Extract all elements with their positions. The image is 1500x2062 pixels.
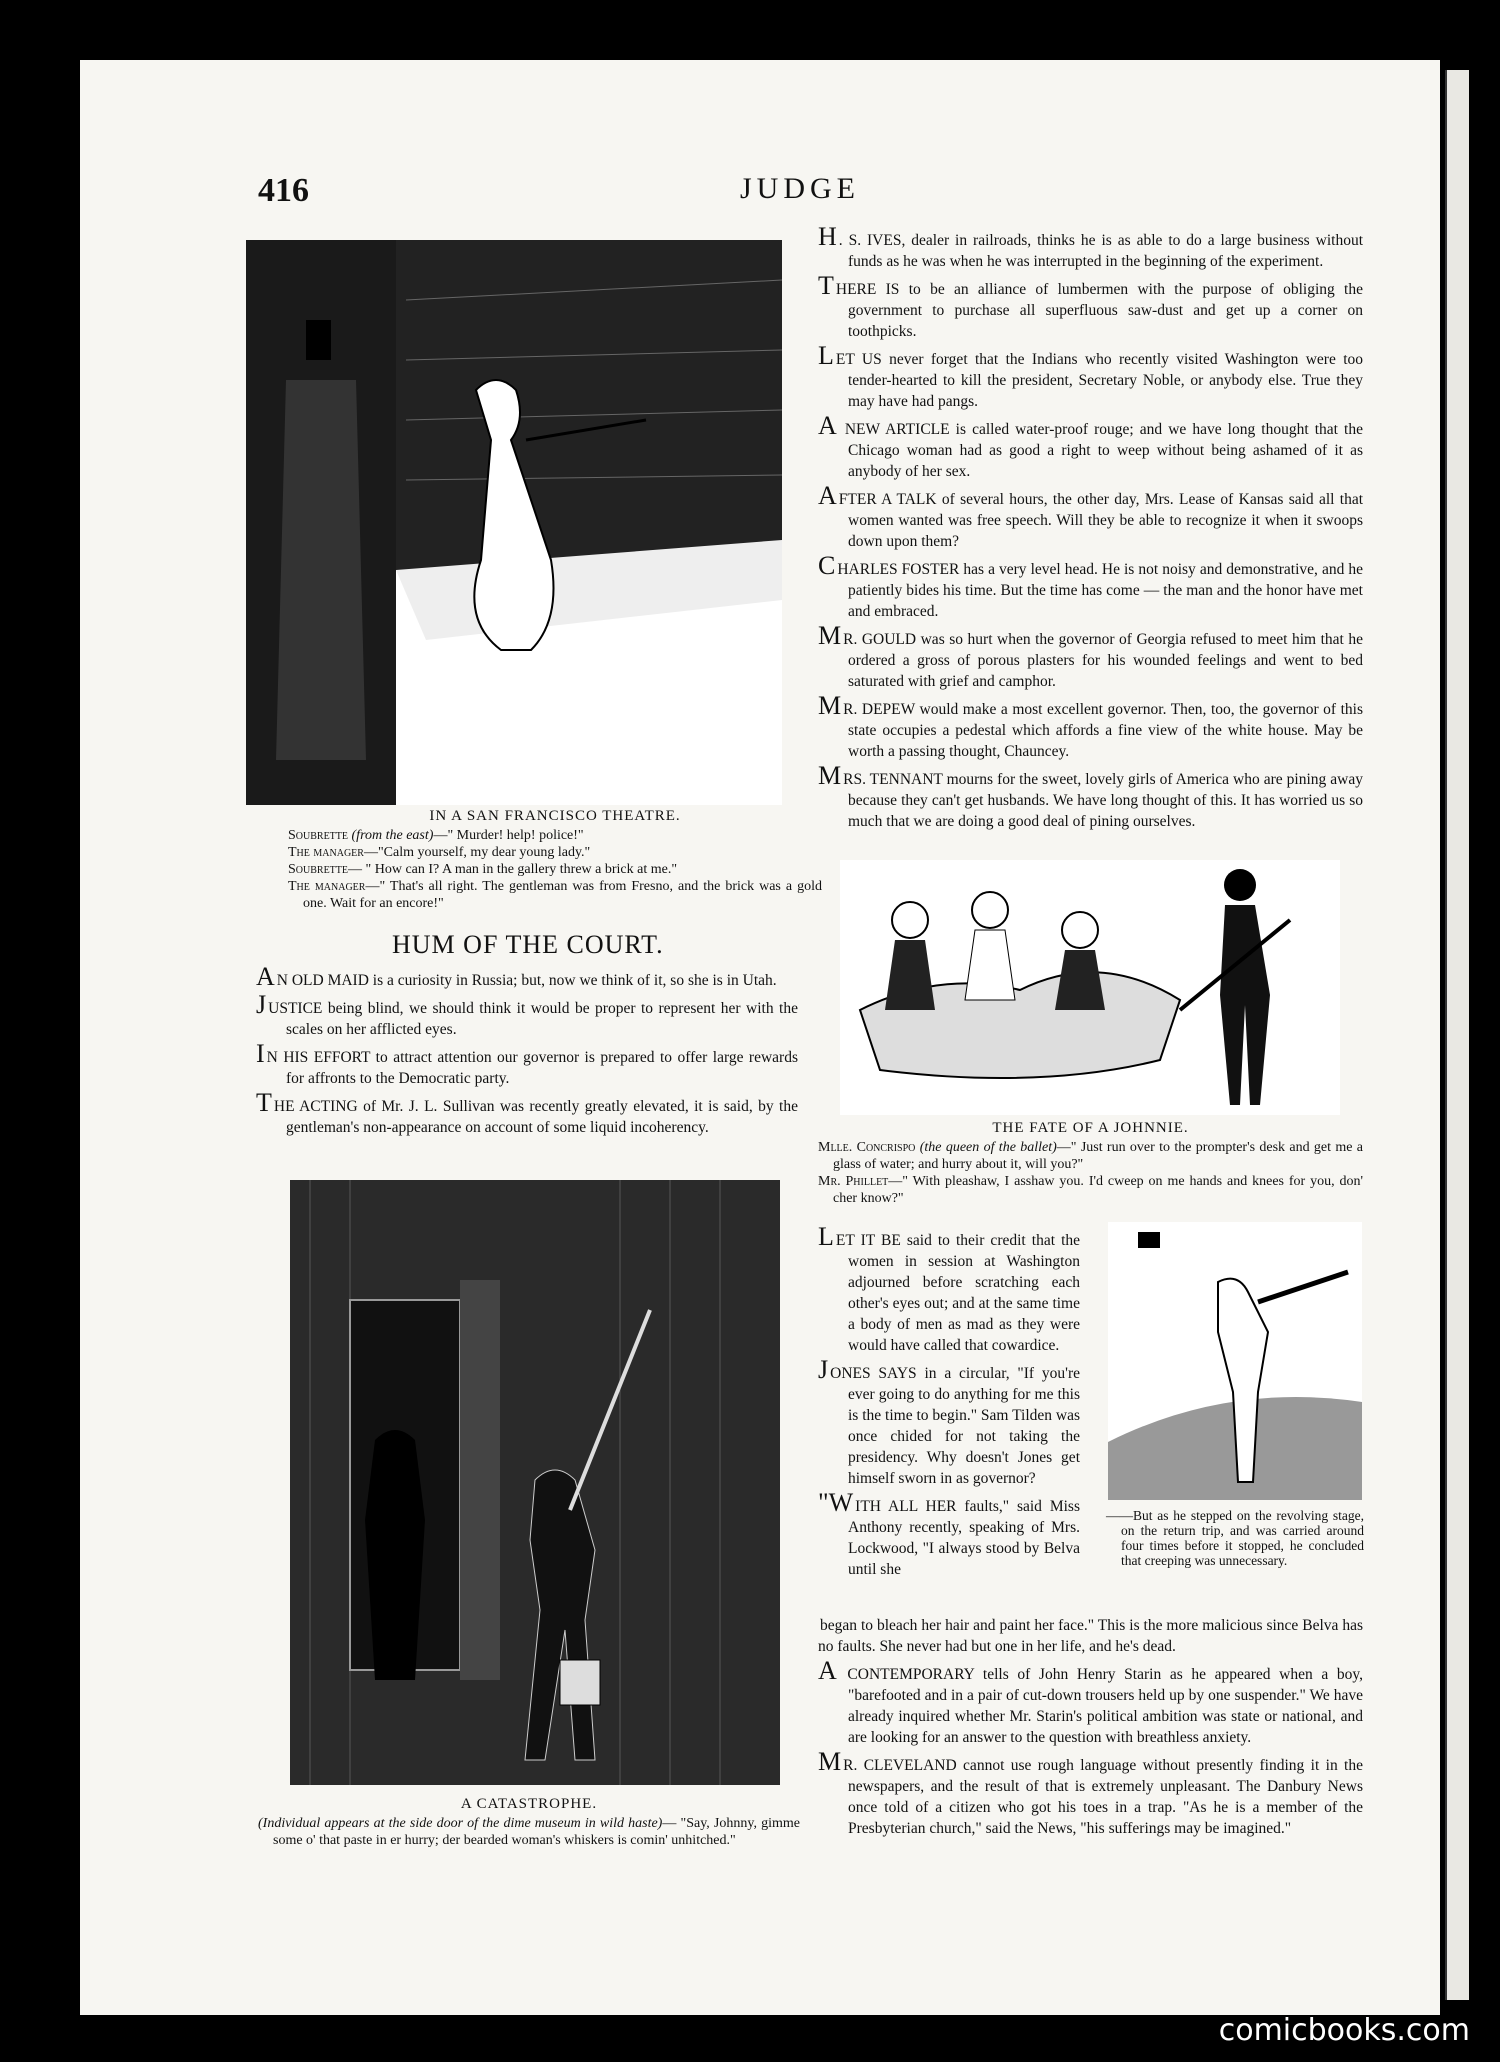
- section-heading: HUM OF THE COURT.: [392, 930, 664, 959]
- illustration-revolving-stage: [1108, 1222, 1362, 1500]
- paragraph: I N HIS EFFORT to attract attention our governor is prepared to offer large rewards for affronts to the Democratic party.: [256, 1039, 798, 1087]
- paragraph: JONES SAYS in a circular, "If you're ever going to do anything for me this is the time to begin." Sam Tilden was once chided for not taking the presidency. Why doesn't Jones get himself sworn in as governor?: [818, 1355, 1080, 1487]
- paragraph: A NEW ARTICLE is called water-proof rouge; and we have long thought that the Chicago woman had as good a right to weep without being ashamed of it as anybody of her sex.: [818, 411, 1363, 480]
- paragraph: "WITH ALL HER faults," said Miss Anthony recently, speaking of Mrs. Lockwood, "I always stood by Belva until she: [818, 1488, 1080, 1578]
- caption-title: THE FATE OF A JOHNNIE.: [992, 1120, 1189, 1136]
- page-number: 416: [258, 172, 309, 209]
- paragraph: A N OLD MAID is a curiosity in Russia; but, now we think of it, so she is in Utah.: [256, 962, 777, 991]
- paragraph: CHARLES FOSTER has a very level head. He is not noisy and demonstrative, and he patiently bides his time. But the time has come — the man and the honor have met and embraced.: [818, 551, 1363, 620]
- paragraph: THE ACTING of Mr. J. L. Sullivan was recently greatly elevated, it is said, by the gentleman's non-appearance on account of some liquid incoherency.: [256, 1088, 798, 1136]
- right-column-bottom: [818, 1613, 1363, 1844]
- paragraph: AFTER A TALK of several hours, the other day, Mrs. Lease of Kansas said all that women wanted was free speech. Will they be able to recognize it when it swoops down upon them?: [818, 481, 1363, 550]
- caption-title: A CATASTROPHE.: [460, 1796, 598, 1812]
- caption-title: IN A SAN FRANCISCO THEATRE.: [429, 808, 681, 824]
- paragraph: M R. GOULD was so hurt when the governor of Georgia refused to meet him that he ordered a gross of porous plasters for his wounded feelings and went to bed saturated with grief and camphor.: [818, 621, 1363, 690]
- paragraph: began to bleach her hair and paint her face." This is the more malicious since Belva has no faults. She never had but one in her life, and he's dead.: [818, 1617, 1363, 1655]
- paragraph: A CONTEMPORARY tells of John Henry Starin as he appeared when a boy, "barefooted and in a pair of cut-down trousers held up by one suspender." We have already inquired whether Mr. Starin's political ambition was state or national, and are looking for an answer to the question with breathless anxiety.: [818, 1656, 1363, 1746]
- right-column-top: [818, 222, 1363, 837]
- hum-column: [256, 962, 798, 1143]
- paragraph: LET IT BE said to their credit that the women in session at Washington adjourned before scratching each other's eyes out; and at the same time a body of men as mad as they were would have called that cowardice.: [818, 1222, 1080, 1354]
- illustration-fate-of-a-johnnie: [840, 860, 1340, 1115]
- illustration-san-francisco-theatre: [246, 240, 782, 805]
- paragraph: JUSTICE being blind, we should think it would be proper to represent her with the scales on her afflicted eyes.: [256, 990, 798, 1038]
- caption-san-francisco-theatre: IN A SAN FRANCISCO THEATRE. Soubrette (from the east)—" Murder! help! police!" The manager—"Calm yourself, my dear young lady." Soubrette— " How can I? A man in the gallery threw a brick at me." The manager—" That's all right. The gentleman was from Fresno, and the brick was a gold one. Wait for an encore!": [288, 808, 822, 911]
- paragraph: M R. CLEVELAND cannot use rough language without presently finding it in the newspapers, and the result of that is extremely unpleasant. The Danbury News once told of a citizen who got his toes in a trap. "As he is a member of the Presbyterian church," said the News, "his sufferings may be imagined.": [818, 1747, 1363, 1837]
- next-page-edge: [1445, 70, 1469, 2000]
- caption-catastrophe: A CATASTROPHE. (Individual appears at the side door of the dime museum in wild haste)— "Say, Johnny, gimme some o' that paste in er hurry; der bearded woman's whiskers is comin' unhitched.": [258, 1796, 800, 1848]
- paragraph: THERE IS to be an alliance of lumbermen with the purpose of obliging the government to purchase all superfluous saw-dust and get up a corner on toothpicks.: [818, 271, 1363, 340]
- illustration-catastrophe: [290, 1180, 780, 1785]
- caption-fate-of-a-johnnie: THE FATE OF A JOHNNIE. Mlle. Concrispo (the queen of the ballet)—" Just run over to the prompter's desk and get me a glass of water; and hurry about it, will you?" Mr. Phillet—" With pleashaw, I asshaw you. I'd cweep on me hands and knees for you, don' cher know?": [818, 1120, 1364, 1206]
- watermark: comicbooks.com: [1218, 2013, 1470, 2048]
- paragraph: M R. DEPEW would make a most excellent governor. Then, too, the governor of this state occupies a pedestal which affords a fine view of the white house. May be worth a passing thought, Chauncey.: [818, 691, 1363, 760]
- caption-revolving-stage: ——But as he stepped on the revolving stage, on the return trip, and was carried around four times before it stopped, he concluded that creeping was unnecessary.: [1106, 1508, 1364, 1568]
- paragraph: H . S. IVES, dealer in railroads, thinks he is as able to do a large business without funds as he was when he was interrupted in the beginning of the experiment.: [818, 222, 1363, 270]
- right-narrow-column: [818, 1222, 1080, 1585]
- paragraph: MRS. TENNANT mourns for the sweet, lovely girls of America who are pining away because they can't get husbands. We have long thought of this. It has worried us so much that we are doing a good deal of pining ourselves.: [818, 761, 1363, 830]
- running-head: JUDGE: [740, 172, 860, 205]
- paragraph: LET US never forget that the Indians who recently visited Washington were too tender-hearted to kill the president, Secretary Noble, or anybody else. True they may have had pangs.: [818, 341, 1363, 410]
